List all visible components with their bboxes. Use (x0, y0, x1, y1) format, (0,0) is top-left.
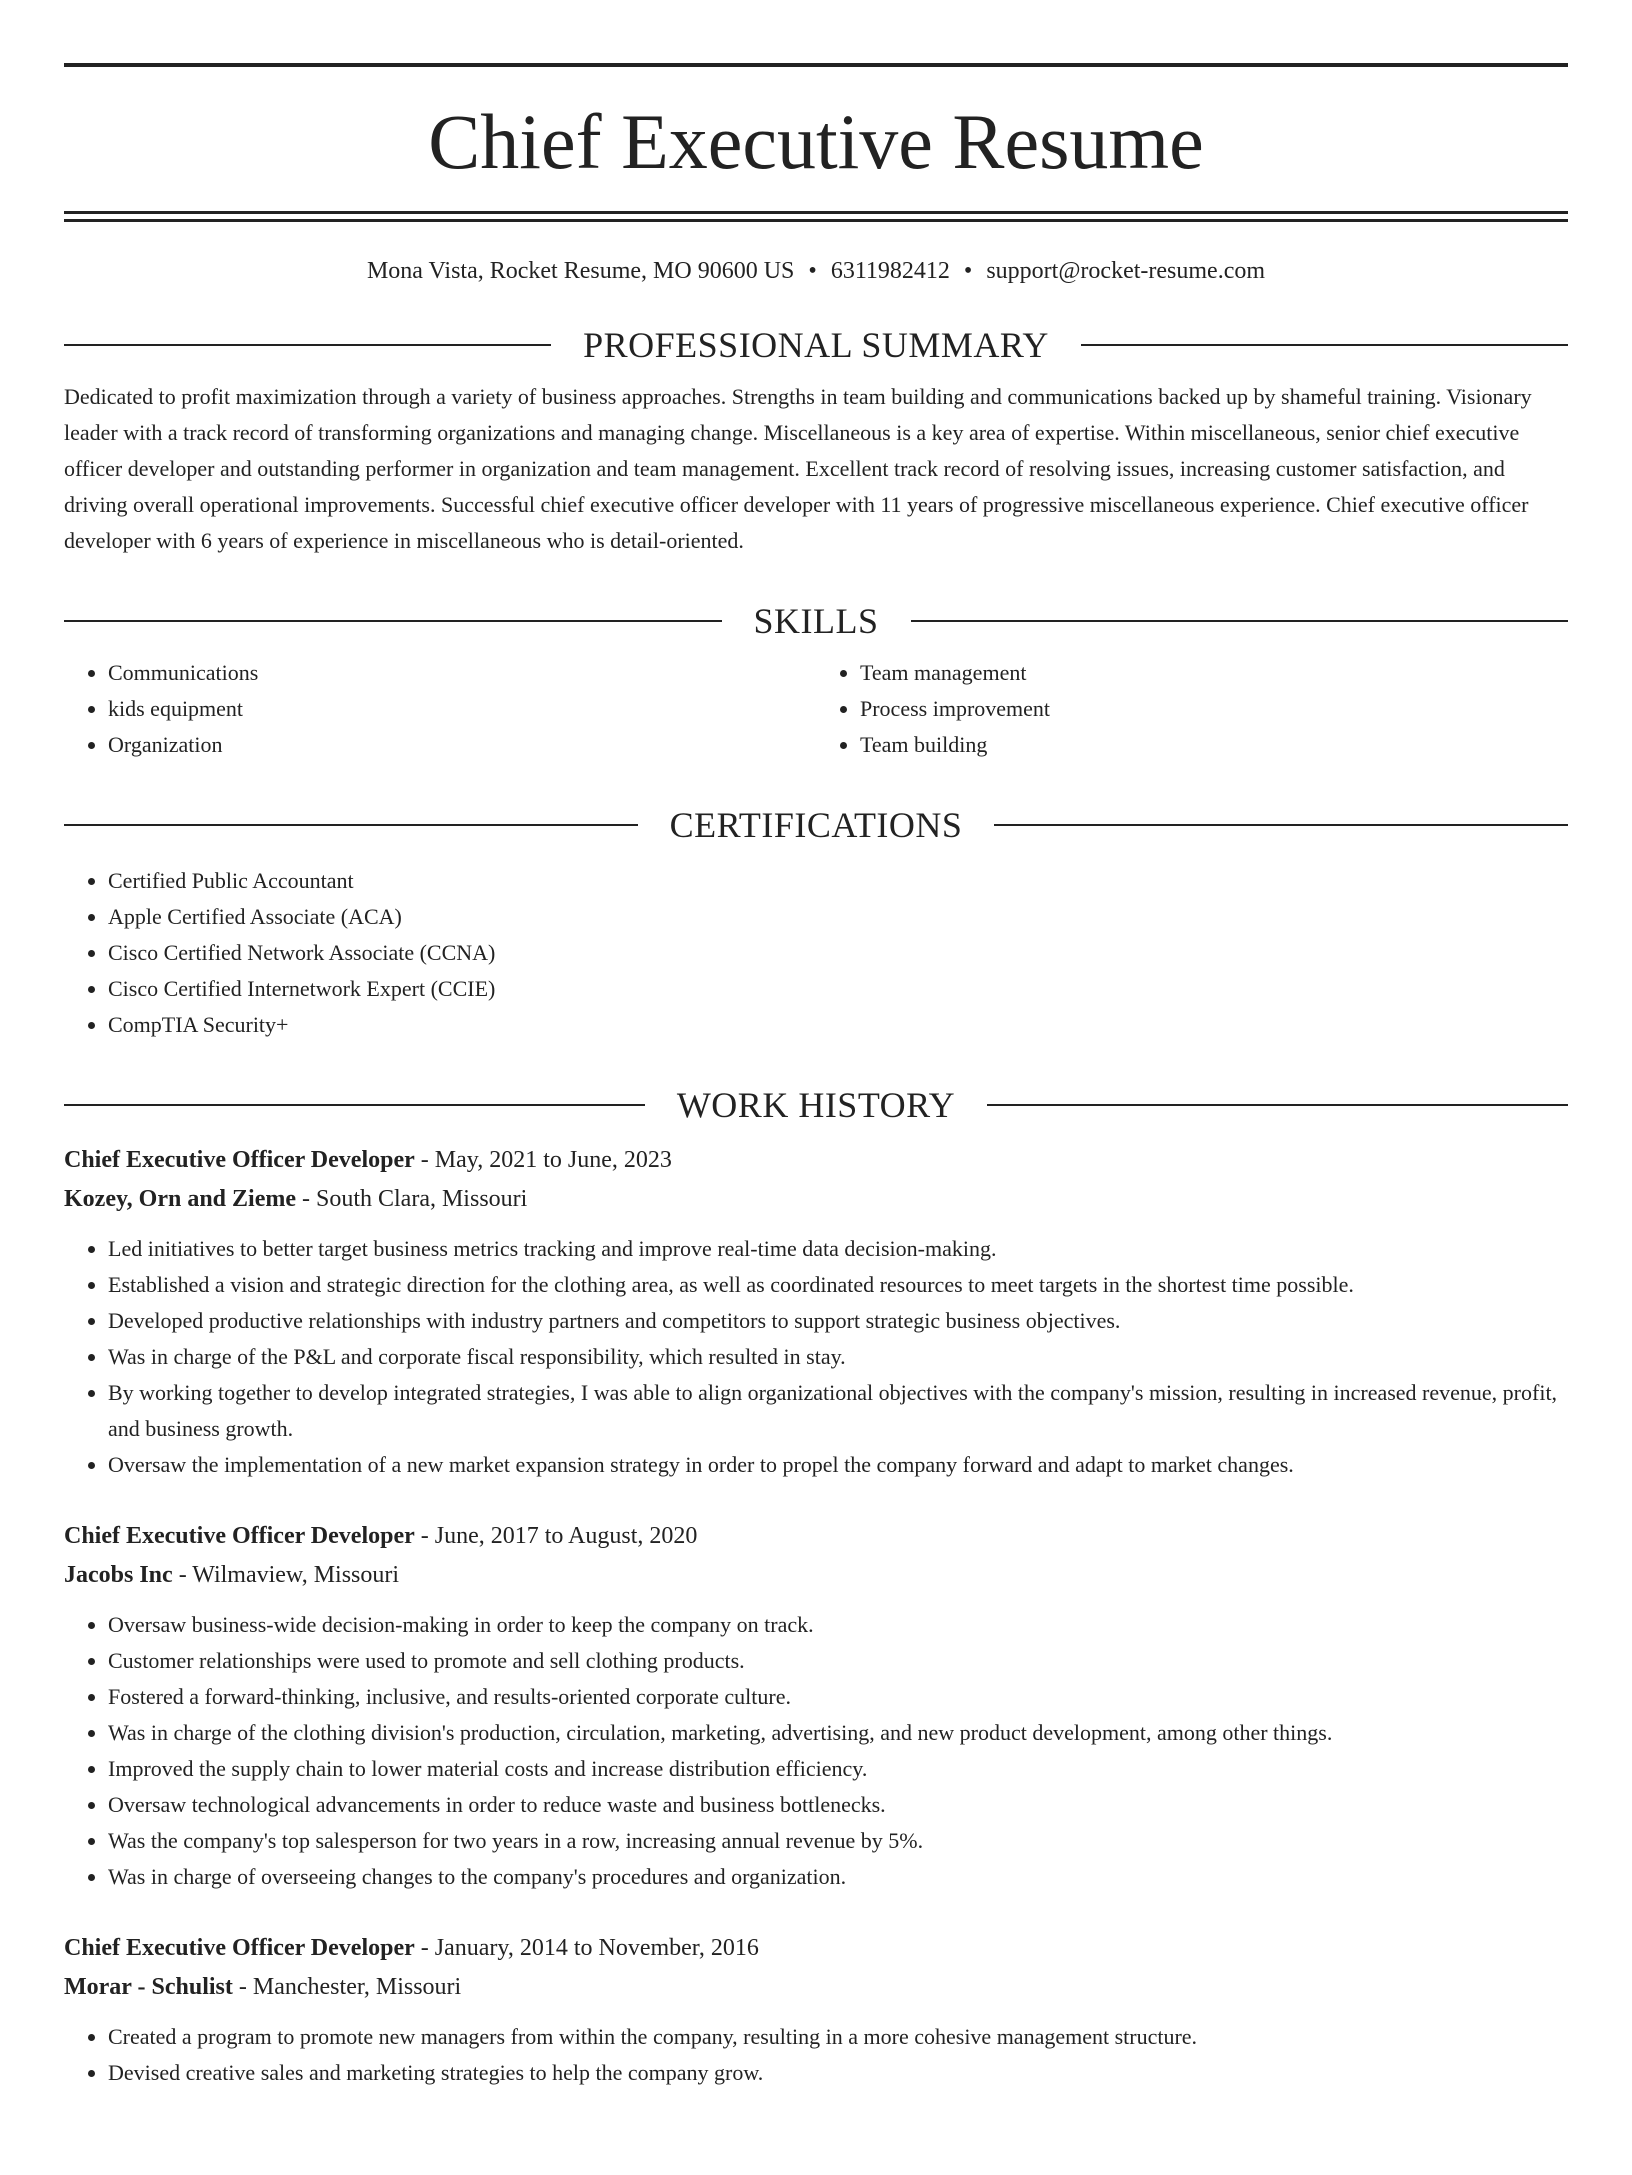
certifications-heading (64, 807, 1568, 843)
contact-separator: • (963, 258, 973, 284)
job-location: - Wilmaview, Missouri (172, 1562, 400, 1588)
job-title: Chief Executive Officer Developer (64, 1147, 415, 1173)
certifications-heading-label: CERTIFICATIONS (669, 805, 963, 845)
work-history-heading-label: WORK HISTORY (676, 1085, 956, 1125)
job-title-line (64, 1517, 1568, 1556)
job-company-line (64, 1968, 1568, 2007)
job-entry (64, 1517, 1568, 1895)
job-bullet: • Oversaw the implementation of a new market expansion strategy in order to propel the company forward and adapt to market changes. (108, 1447, 1568, 1483)
resume-page (0, 63, 1632, 2175)
skill-item: • Team management (860, 655, 1568, 691)
job-bullet: • Created a program to promote new managers from within the company, resulting in a more cohesive management structure. (108, 2019, 1568, 2055)
skill-item: • kids equipment (108, 691, 816, 727)
job-bullet: • Customer relationships were used to promote and sell clothing products. (108, 1643, 1568, 1679)
heading-rule-right (911, 620, 1569, 622)
certifications-list (64, 863, 1568, 1043)
heading-rule-left (64, 344, 551, 346)
job-bullets (64, 1231, 1568, 1483)
contact-phone: 6311982412 (830, 258, 950, 284)
resume-title: Chief Executive Resume (428, 98, 1204, 185)
job-title-line (64, 1141, 1568, 1180)
job-bullet: • Was in charge of the P&L and corporate fiscal responsibility, which resulted in stay. (108, 1339, 1568, 1375)
certification-item: • Cisco Certified Internetwork Expert (CCIE) (108, 971, 1568, 1007)
heading-rule-left (64, 824, 638, 826)
job-location: - Manchester, Missouri (232, 1974, 462, 2000)
certification-item: • Cisco Certified Network Associate (CCNA) (108, 935, 1568, 971)
job-bullet: • Improved the supply chain to lower material costs and increase distribution efficiency. (108, 1751, 1568, 1787)
work-history-heading (64, 1087, 1568, 1123)
job-bullet: • Fostered a forward-thinking, inclusive, and results-oriented corporate culture. (108, 1679, 1568, 1715)
job-company-line (64, 1180, 1568, 1219)
certification-item: • Certified Public Accountant (108, 863, 1568, 899)
job-title: Chief Executive Officer Developer (64, 1935, 415, 1961)
job-entry (64, 1929, 1568, 2091)
top-rule (64, 63, 1568, 67)
job-bullet: • By working together to develop integrated strategies, I was able to align organizational objectives with the company's mission, resulting in increased revenue, profit, and business growth. (108, 1375, 1568, 1447)
title-double-rule (64, 211, 1568, 222)
contact-separator: • (808, 258, 817, 284)
certification-item: • CompTIA Security+ (108, 1007, 1568, 1043)
skills-column-right (816, 655, 1568, 763)
skills-column-left (64, 655, 816, 763)
summary-heading-label: PROFESSIONAL SUMMARY (583, 325, 1049, 365)
job-bullet: • Oversaw technological advancements in order to reduce waste and business bottlenecks. (108, 1787, 1568, 1823)
certification-item: • Apple Certified Associate (ACA) (108, 899, 1568, 935)
job-company: Jacobs Inc (64, 1562, 173, 1588)
skill-item: • Team building (860, 727, 1568, 763)
job-title: Chief Executive Officer Developer (64, 1523, 415, 1549)
heading-rule-right (987, 1104, 1568, 1106)
job-dates: - May, 2021 to June, 2023 (414, 1147, 672, 1173)
job-bullet: • Devised creative sales and marketing strategies to help the company grow. (108, 2055, 1568, 2091)
skills-heading-label: SKILLS (753, 601, 879, 641)
skill-item: • Process improvement (860, 691, 1568, 727)
job-entry (64, 1141, 1568, 1483)
heading-rule-right (994, 824, 1568, 826)
contact-email: support@rocket-resume.com (986, 258, 1266, 284)
job-dates: - January, 2014 to November, 2016 (414, 1935, 759, 1961)
job-bullet: • Was the company's top salesperson for two years in a row, increasing annual revenue by 5%. (108, 1823, 1568, 1859)
job-bullets (64, 2019, 1568, 2091)
job-dates: - June, 2017 to August, 2020 (414, 1523, 698, 1549)
skill-item: • Organization (108, 727, 816, 763)
job-company: Morar - Schulist (64, 1974, 233, 2000)
job-bullet: • Oversaw business-wide decision-making in order to keep the company on track. (108, 1607, 1568, 1643)
job-location: - South Clara, Missouri (295, 1186, 528, 1212)
summary-heading (64, 327, 1568, 363)
job-bullets (64, 1607, 1568, 1895)
heading-rule-left (64, 620, 722, 622)
job-bullet: • Established a vision and strategic direction for the clothing area, as well as coordinated resources to meet targets in the shortest time possible. (108, 1267, 1568, 1303)
skills-list (64, 655, 1568, 763)
job-bullet: • Was in charge of overseeing changes to the company's procedures and organization. (108, 1859, 1568, 1895)
contact-address: Mona Vista, Rocket Resume, MO 90600 US (366, 258, 795, 284)
job-bullet: • Led initiatives to better target business metrics tracking and improve real-time data decision-making. (108, 1231, 1568, 1267)
job-company-line (64, 1556, 1568, 1595)
contact-line (64, 259, 1568, 283)
job-bullet: • Was in charge of the clothing division's production, circulation, marketing, advertising, and new product development, among other things. (108, 1715, 1568, 1751)
job-company: Kozey, Orn and Zieme (64, 1186, 296, 1212)
summary-text: Dedicated to profit maximization through a variety of business approaches. Strengths in team building and communications backed up by shameful training. Visionary leader with a track record of transforming organizations and managing change. Miscellaneous is a key area of expertise. Within miscellaneous, senior chief executive officer developer and outstanding performer in organization and team management. Excellent track record of resolving issues, increasing customer satisfaction, and driving overall operational improvements. Successful chief executive officer developer with 11 years of progressive miscellaneous experience. Chief executive officer developer with 6 years of experience in miscellaneous who is detail-oriented. (64, 384, 1532, 553)
skills-heading (64, 603, 1568, 639)
heading-rule-right (1081, 344, 1568, 346)
skill-item: • Communications (108, 655, 816, 691)
job-title-line (64, 1929, 1568, 1968)
heading-rule-left (64, 1104, 645, 1106)
job-bullet: • Developed productive relationships with industry partners and competitors to support strategic business objectives. (108, 1303, 1568, 1339)
